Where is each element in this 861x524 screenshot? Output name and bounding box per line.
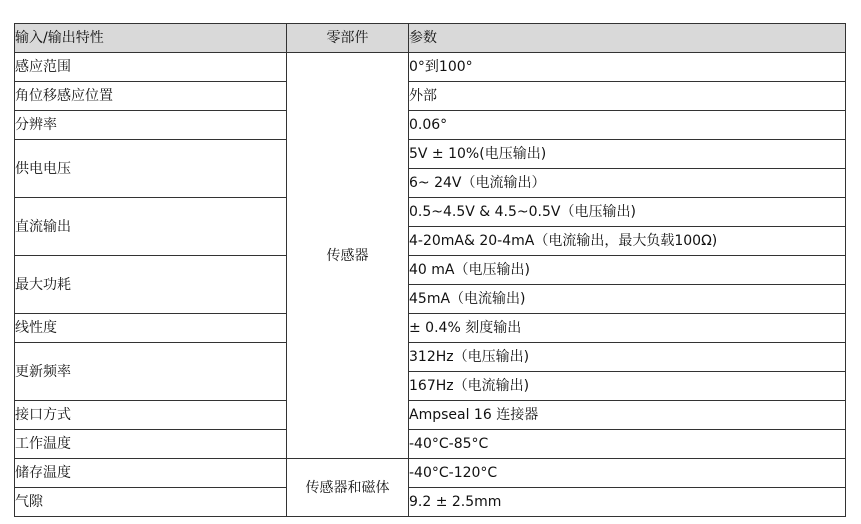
param-cell: 0°到100° [409,53,846,82]
table-row [15,53,846,82]
feature-cell: 角位移感应位置 [15,82,287,111]
feature-cell: 供电电压 [15,140,287,198]
feature-cell: 分辨率 [15,111,287,140]
param-line: 40 mA（电压输出) [409,262,530,278]
param-line: 167Hz（电流输出) [409,371,845,400]
header-part: 零部件 [287,24,409,53]
part-cell-sensor-magnet: 传感器和磁体 [287,459,409,517]
table-row [15,198,846,256]
feature-cell: 最大功耗 [15,256,287,314]
table-row [15,401,846,430]
part-cell-sensor: 传感器 [287,53,409,459]
param-line: 6~ 24V（电流输出） [409,168,845,197]
table-row [15,488,846,517]
feature-cell: 感应范围 [15,53,287,82]
param-cell: -40°C-120°C [409,459,846,488]
param-cell [409,140,846,198]
feature-cell: 储存温度 [15,459,287,488]
param-line: 45mA（电流输出) [409,284,845,313]
feature-cell: 工作温度 [15,430,287,459]
table-row [15,343,846,401]
param-cell: Ampseal 16 连接器 [409,401,846,430]
table-row [15,430,846,459]
param-cell [409,256,846,314]
param-cell: -40°C-85°C [409,430,846,459]
table-row [15,82,846,111]
param-cell [409,198,846,256]
table-row [15,459,846,488]
table-row [15,111,846,140]
param-cell [409,343,846,401]
feature-cell: 更新频率 [15,343,287,401]
header-io: 输入/输出特性 [15,24,287,53]
param-line: 312Hz（电压输出) [409,349,530,365]
feature-cell: 线性度 [15,314,287,343]
param-cell: ± 0.4% 刻度输出 [409,314,846,343]
header-param: 参数 [409,24,846,53]
param-cell: 外部 [409,82,846,111]
table-row [15,314,846,343]
param-line: 5V ± 10%(电压输出) [409,146,547,162]
header-row [15,24,846,53]
param-cell: 0.06° [409,111,846,140]
feature-cell: 直流输出 [15,198,287,256]
feature-cell: 气隙 [15,488,287,517]
spec-table [14,23,846,517]
param-cell: 9.2 ± 2.5mm [409,488,846,517]
table-row [15,140,846,198]
param-line: 4-20mA& 20-4mA（电流输出，最大负载100Ω) [409,226,845,255]
feature-cell: 接口方式 [15,401,287,430]
param-line: 0.5~4.5V & 4.5~0.5V（电压输出) [409,204,636,220]
table-row [15,256,846,314]
